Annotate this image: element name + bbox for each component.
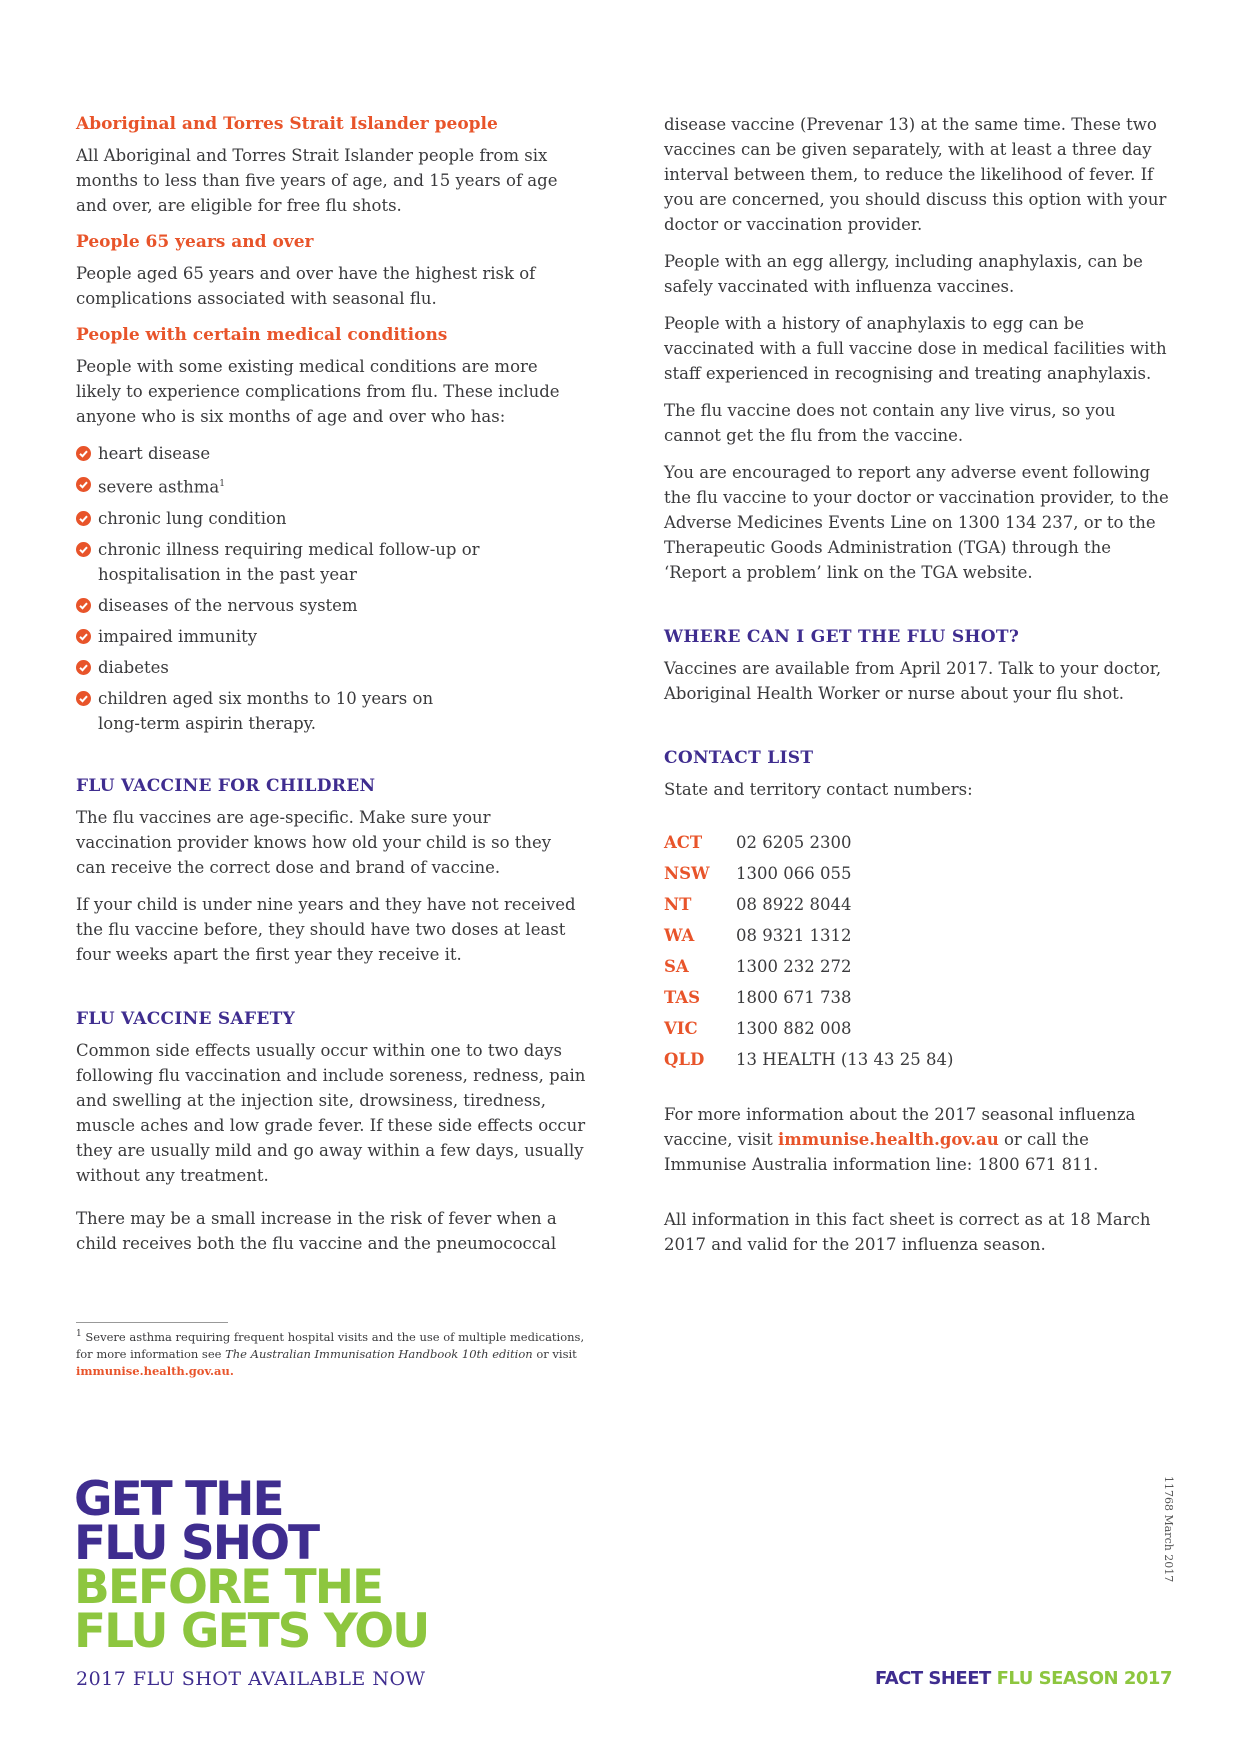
section-text-65-over: People aged 65 years and over have the highest risk of complications associated with seasonal flu. <box>76 264 536 308</box>
right-paragraph-4: The flu vaccine does not contain any live virus, so you cannot get the flu from the vaccine. <box>664 401 1116 445</box>
footnote: $^1$ Severe asthma requiring frequent hospital visits and the use of multiple medications, for more information see The Australian Immunisation Handbook 10th edition or visit immunise.health.gov.au. <box>76 1329 585 1378</box>
list-item: children aged six months to 10 years on long-term aspirin therapy. <box>76 686 586 736</box>
list-item: diabetes <box>76 655 586 680</box>
section-title-65-over: People 65 years and over <box>76 232 314 252</box>
contact-row: NT 08 8922 8044 <box>664 895 852 914</box>
contact-row: NSW 1300 066 055 <box>664 864 852 883</box>
list-item: diseases of the nervous system <box>76 593 586 618</box>
contact-row: ACT 02 6205 2300 <box>664 833 852 852</box>
contact-intro: State and territory contact numbers: <box>664 780 973 799</box>
list-item: heart disease <box>76 441 586 466</box>
right-paragraph-5: You are encouraged to report any adverse event following the flu vaccine to your doctor or vaccination provider, to the Adverse Medicines Events Line on 1300 134 237, or to the Therapeutic Goods Administration (TGA) through the ‘Report a problem’ link on the TGA website. <box>664 463 1169 582</box>
contact-row: TAS 1800 671 738 <box>664 988 852 1007</box>
check-circle-icon <box>76 477 91 492</box>
check-circle-icon <box>76 660 91 675</box>
list-item: chronic illness requiring medical follow-up or hospitalisation in the past year <box>76 537 586 587</box>
contact-row: SA 1300 232 272 <box>664 957 852 976</box>
children-paragraph-2: If your child is under nine years and they have not received the flu vaccine before, they should have two doses at least four weeks apart the first year they receive it. <box>76 894 576 964</box>
contact-row: QLD 13 HEALTH (13 43 25 84) <box>664 1050 954 1069</box>
slogan: GET THE FLU SHOT BEFORE THE FLU GETS YOU <box>74 1472 429 1659</box>
section-title-aboriginal: Aboriginal and Torres Strait Islander people <box>76 114 498 134</box>
list-item: severe asthma$^1$ <box>76 472 586 500</box>
footnote-divider <box>76 1322 228 1323</box>
children-paragraph-1: The flu vaccines are age-specific. Make sure your vaccination provider knows how old your child is so they can receive the correct dose and brand of vaccine. <box>76 807 552 877</box>
footnote-link[interactable]: immunise.health.gov.au. <box>76 1363 234 1378</box>
right-paragraph-2: People with an egg allergy, including anaphylaxis, can be safely vaccinated with influenza vaccines. <box>664 252 1143 296</box>
immunise-link[interactable]: immunise.health.gov.au <box>778 1130 999 1149</box>
heading-where-flu-shot: WHERE CAN I GET THE FLU SHOT? <box>664 627 1020 647</box>
contact-table <box>664 830 1174 1072</box>
where-text: Vaccines are available from April 2017. Talk to your doctor, Aboriginal Health Worker or nurse about your flu shot. <box>664 659 1162 703</box>
more-info-text: For more information about the 2017 seasonal influenza vaccine, visit immunise.health.gov.au or call the Immunise Australia information line: 1800 671 811. <box>664 1105 1136 1174</box>
contact-row: WA 08 9321 1312 <box>664 926 852 945</box>
check-circle-icon <box>76 446 91 461</box>
heading-flu-vaccine-safety: FLU VACCINE SAFETY <box>76 1008 296 1029</box>
list-item: impaired immunity <box>76 624 586 649</box>
contact-row: VIC 1300 882 008 <box>664 1019 852 1038</box>
document-code: 11768 March 2017 <box>1162 1476 1175 1583</box>
conditions-list <box>76 441 586 736</box>
fact-sheet-tag: FACT SHEET FLU SEASON 2017 <box>874 1668 1172 1689</box>
section-text-medical-conditions: People with some existing medical conditions are more likely to experience complications from flu. These include anyone who is six months of age and over who has: <box>76 357 560 426</box>
check-circle-icon <box>76 511 91 526</box>
check-circle-icon <box>76 542 91 557</box>
safety-paragraph-2: There may be a small increase in the risk of fever when a child receives both the flu vaccine and the pneumococcal <box>76 1208 557 1253</box>
check-circle-icon <box>76 629 91 644</box>
check-circle-icon <box>76 598 91 613</box>
safety-paragraph-1: Common side effects usually occur within one to two days following flu vaccination and include soreness, redness, pain and swelling at the injection site, drowsiness, tiredness, muscle aches and low grade fever. If these side effects occur they are usually mild and go away within a few days, usually without any treatment. <box>76 1040 586 1185</box>
section-title-medical-conditions: People with certain medical conditions <box>76 325 448 345</box>
left-column <box>76 112 586 1268</box>
slogan-subline: 2017 FLU SHOT AVAILABLE NOW <box>76 1668 426 1690</box>
footnote-ref: 1 <box>219 479 225 489</box>
heading-flu-vaccine-children: FLU VACCINE FOR CHILDREN <box>76 775 376 796</box>
section-text-aboriginal: All Aboriginal and Torres Strait Islander people from six months to less than five years of age, and 15 years of age and over, are eligible for free flu shots. <box>76 146 558 215</box>
right-column <box>664 112 1174 1269</box>
right-paragraph-3: People with a history of anaphylaxis to egg can be vaccinated with a full vaccine dose in medical facilities with staff experienced in recognising and treating anaphylaxis. <box>664 314 1167 383</box>
check-circle-icon <box>76 691 91 706</box>
correct-as-at-text: All information in this fact sheet is correct as at 18 March 2017 and valid for the 2017 influenza season. <box>664 1210 1151 1254</box>
right-paragraph-1: disease vaccine (Prevenar 13) at the same time. These two vaccines can be given separately, with at least a three day interval between them, to reduce the likelihood of fever. If you are concerned, you should discuss this option with your doctor or vaccination provider. <box>664 115 1167 234</box>
heading-contact-list: CONTACT LIST <box>664 748 814 768</box>
list-item: chronic lung condition <box>76 506 586 531</box>
